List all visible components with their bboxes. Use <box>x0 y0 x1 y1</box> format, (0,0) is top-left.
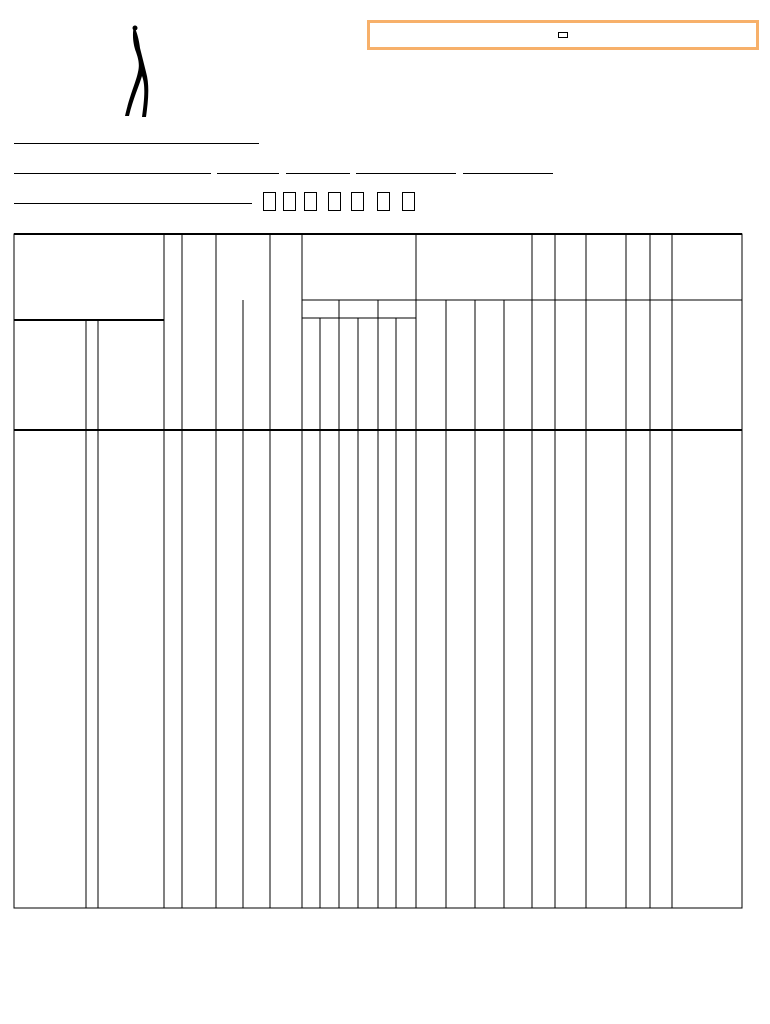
stunt-adj-header <box>532 350 555 356</box>
leave-location-header <box>475 350 504 356</box>
arrive-at-studio-header <box>504 350 532 356</box>
leave-for-location-header <box>416 350 446 356</box>
arrive-on-location-header <box>446 350 475 356</box>
